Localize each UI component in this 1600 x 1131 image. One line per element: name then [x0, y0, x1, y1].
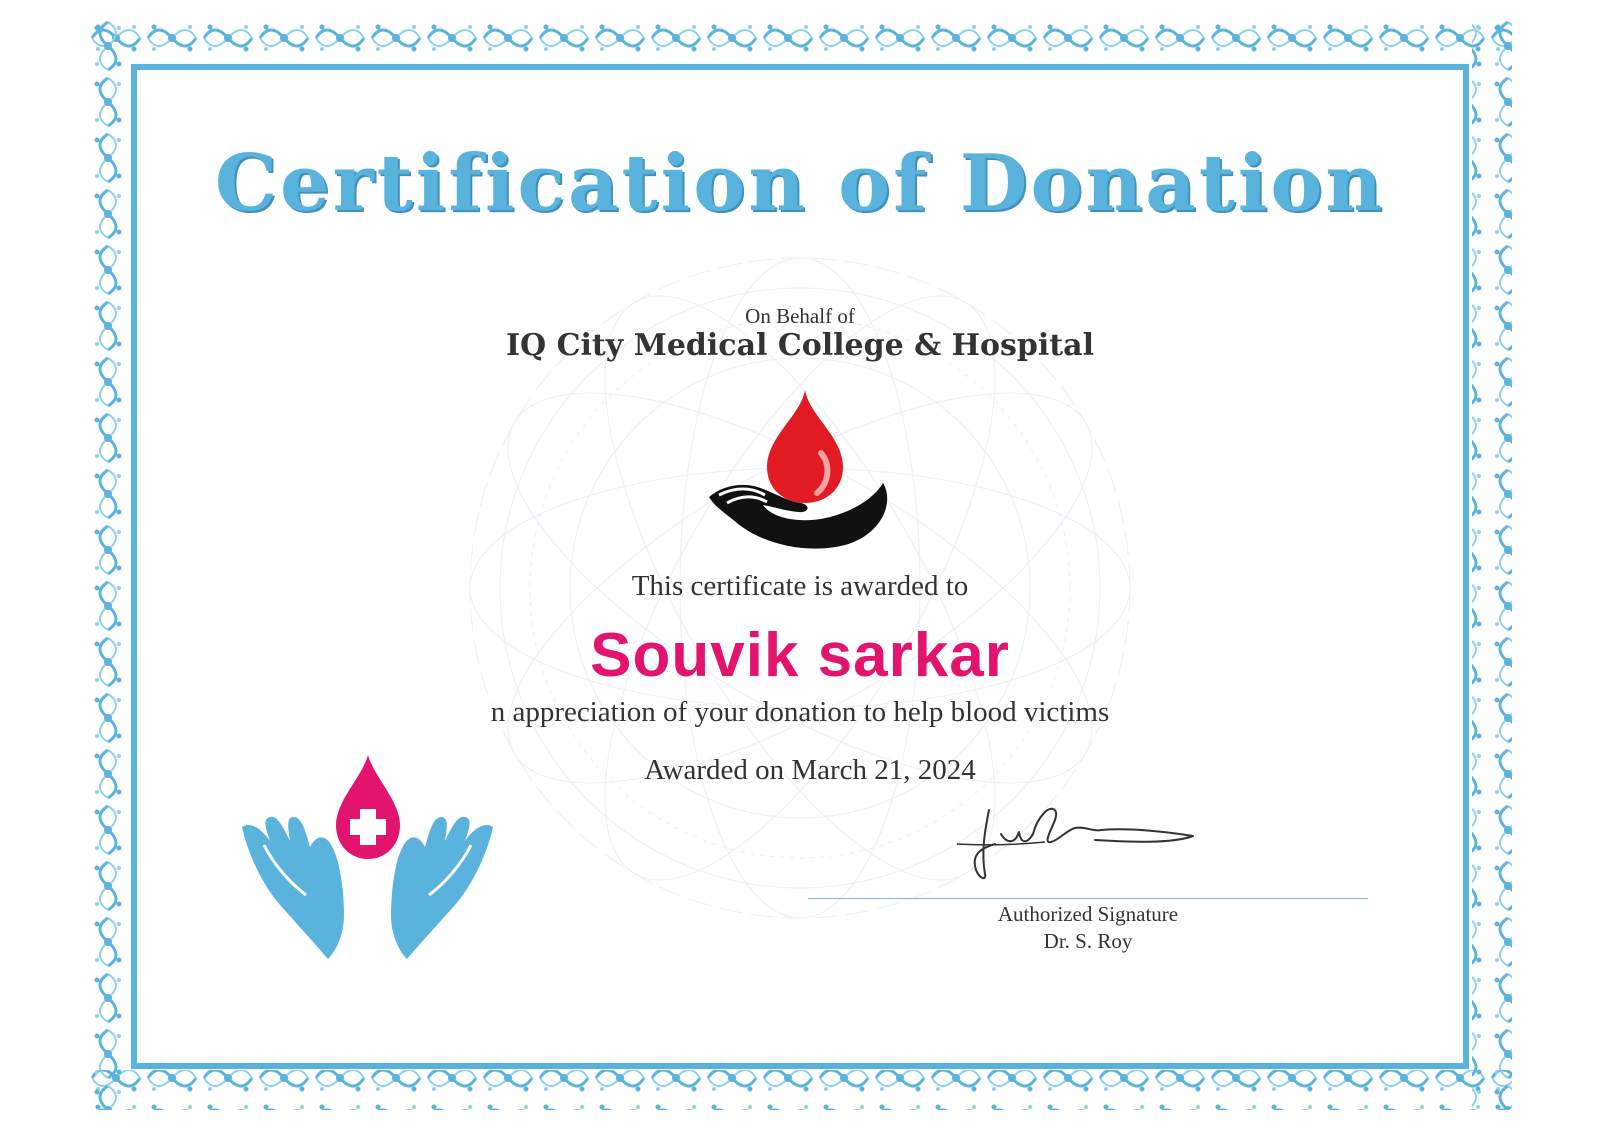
blood-drop-on-hand-icon [705, 385, 895, 550]
awarded-to-label: This certificate is awarded to [631, 570, 969, 602]
handwritten-signature [955, 800, 1215, 880]
award-date: Awarded on March 21, 2024 [644, 754, 976, 786]
appreciation-text: n appreciation of your donation to help blood victims [490, 696, 1110, 728]
behalf-label: On Behalf of [745, 304, 855, 328]
signatory-name: Dr. S. Roy [1043, 929, 1133, 953]
organization-name: IQ City Medical College & Hospital [506, 328, 1094, 363]
certificate-title: Certification of Donation [214, 138, 1386, 229]
signature-line [808, 898, 1368, 899]
signature-label: Authorized Signature [997, 902, 1179, 926]
hands-holding-blood-drop-cross-icon [240, 755, 495, 960]
recipient-name: Souvik sarkar [590, 621, 1010, 690]
